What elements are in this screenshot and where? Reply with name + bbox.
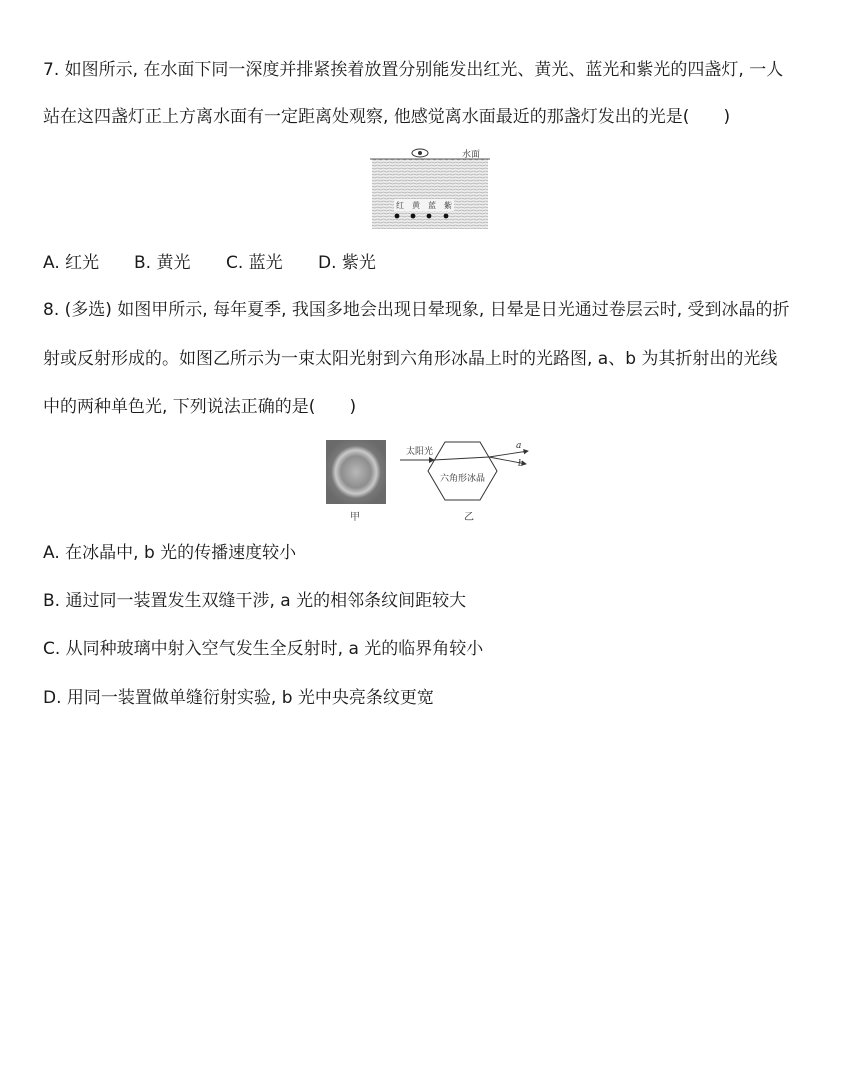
lamp-label-blue: 蓝 <box>428 201 436 210</box>
lamp-blue <box>427 214 432 219</box>
q7-stem-line2: 站在这四盏灯正上方离水面有一定距离处观察, 他感觉离水面最近的那盏灯发出的光是( ) <box>43 107 731 127</box>
q7-option-a: A. 红光 <box>43 253 100 273</box>
lamp-red <box>395 214 400 219</box>
q7-option-b: B. 黄光 <box>134 253 191 273</box>
lamp-purple <box>444 214 449 219</box>
ray-b-label: b <box>518 459 524 469</box>
q8-option-a: A. 在冰晶中, b 光的传播速度较小 <box>43 543 297 563</box>
q7-option-d: D. 紫光 <box>318 253 376 273</box>
q7-options <box>43 252 376 274</box>
q7-option-c: C. 蓝光 <box>226 253 283 273</box>
q7-stem-line1: 7. 如图所示, 在水面下同一深度并排紧挨着放置分别能发出红光、黄光、蓝光和紫光的四盏灯, 一人 <box>43 60 784 80</box>
eye-icon <box>412 149 428 157</box>
q8-figure <box>320 436 540 530</box>
q8-stem-line1: 8. (多选) 如图甲所示, 每年夏季, 我国多地会出现日晕现象, 日晕是日光通过卷层云时, 受到冰晶的折 <box>43 300 790 320</box>
q8-option-b: B. 通过同一装置发生双缝干涉, a 光的相邻条纹间距较大 <box>43 591 467 611</box>
ray-a <box>489 451 528 457</box>
sun-halo-photo <box>326 440 386 504</box>
water-region <box>372 159 488 229</box>
q8-stem-line3: 中的两种单色光, 下列说法正确的是( ) <box>43 397 357 417</box>
q8-stem-line2: 射或反射形成的。如图乙所示为一束太阳光射到六角形冰晶上时的光路图, a、b 为其折射出的光线 <box>43 349 778 369</box>
crystal-label: 六角形冰晶 <box>440 474 486 484</box>
q8-option-c: C. 从同种玻璃中射入空气发生全反射时, a 光的临界角较小 <box>43 639 484 659</box>
ray-a-label: a <box>516 441 522 451</box>
figure-caption-yi: 乙 <box>464 512 474 523</box>
lamp-label-yellow: 黄 <box>412 201 420 210</box>
lamp-label-red: 红 <box>396 201 404 210</box>
figure-caption-jia: 甲 <box>350 512 360 523</box>
q8-option-d: D. 用同一装置做单缝衍射实验, b 光中央亮条纹更宽 <box>43 688 434 708</box>
q7-water-lamp-figure <box>370 146 490 234</box>
water-surface-label: 水面 <box>462 150 481 160</box>
sunlight-label: 太阳光 <box>406 447 434 457</box>
lamp-label-purple: 紫 <box>444 201 452 210</box>
lamp-yellow <box>411 214 416 219</box>
hexagonal-ice-crystal <box>428 442 497 500</box>
